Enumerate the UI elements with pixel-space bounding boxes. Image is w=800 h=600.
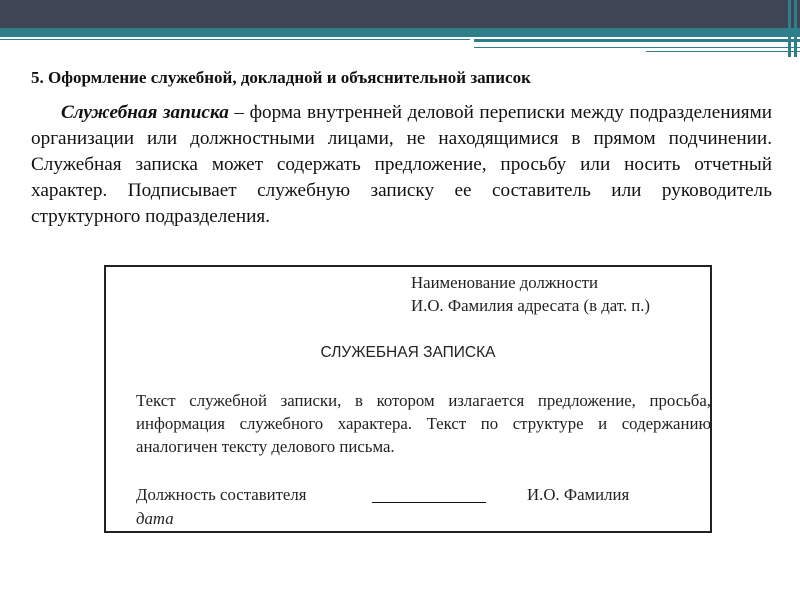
header-lines	[0, 37, 800, 57]
header-ornament	[782, 0, 800, 57]
header-band	[0, 0, 800, 28]
defined-term: Служебная записка	[61, 102, 229, 123]
signer-position: Должность составителя	[136, 485, 307, 504]
date-label: дата	[136, 509, 174, 528]
header-line	[474, 47, 800, 48]
memo-title: СЛУЖЕБНАЯ ЗАПИСКА	[320, 344, 496, 361]
signature-line	[372, 502, 486, 503]
addressee-position: Наименование должности	[411, 273, 598, 292]
intro-text: – форма внутренней деловой переписки между подразделениями организации или должностными лицами, не находящимися в прямом подчинении. Служебная записка может содержать предложение, просьбу или носить отчетный характер. Подписывает служебную записку ее составитель или руководитель структурного подразделения.	[31, 102, 772, 227]
addressee-name: И.О. Фамилия адресата (в дат. п.)	[411, 296, 650, 315]
header-accent-bar	[0, 28, 800, 37]
memo-body-text: Текст служебной записки, в котором излагается предложение, просьба, информация служебного характера. Текст по структуре и содержанию аналогичен тексту делового письма.	[136, 391, 711, 456]
intro-paragraph	[31, 100, 772, 230]
signer-name: И.О. Фамилия	[527, 485, 630, 504]
section-heading: 5. Оформление служебной, докладной и объяснительной записок	[31, 68, 531, 87]
memo-sample	[104, 265, 712, 533]
header-line	[646, 51, 800, 52]
header-line	[0, 39, 470, 40]
header-line	[474, 39, 800, 42]
